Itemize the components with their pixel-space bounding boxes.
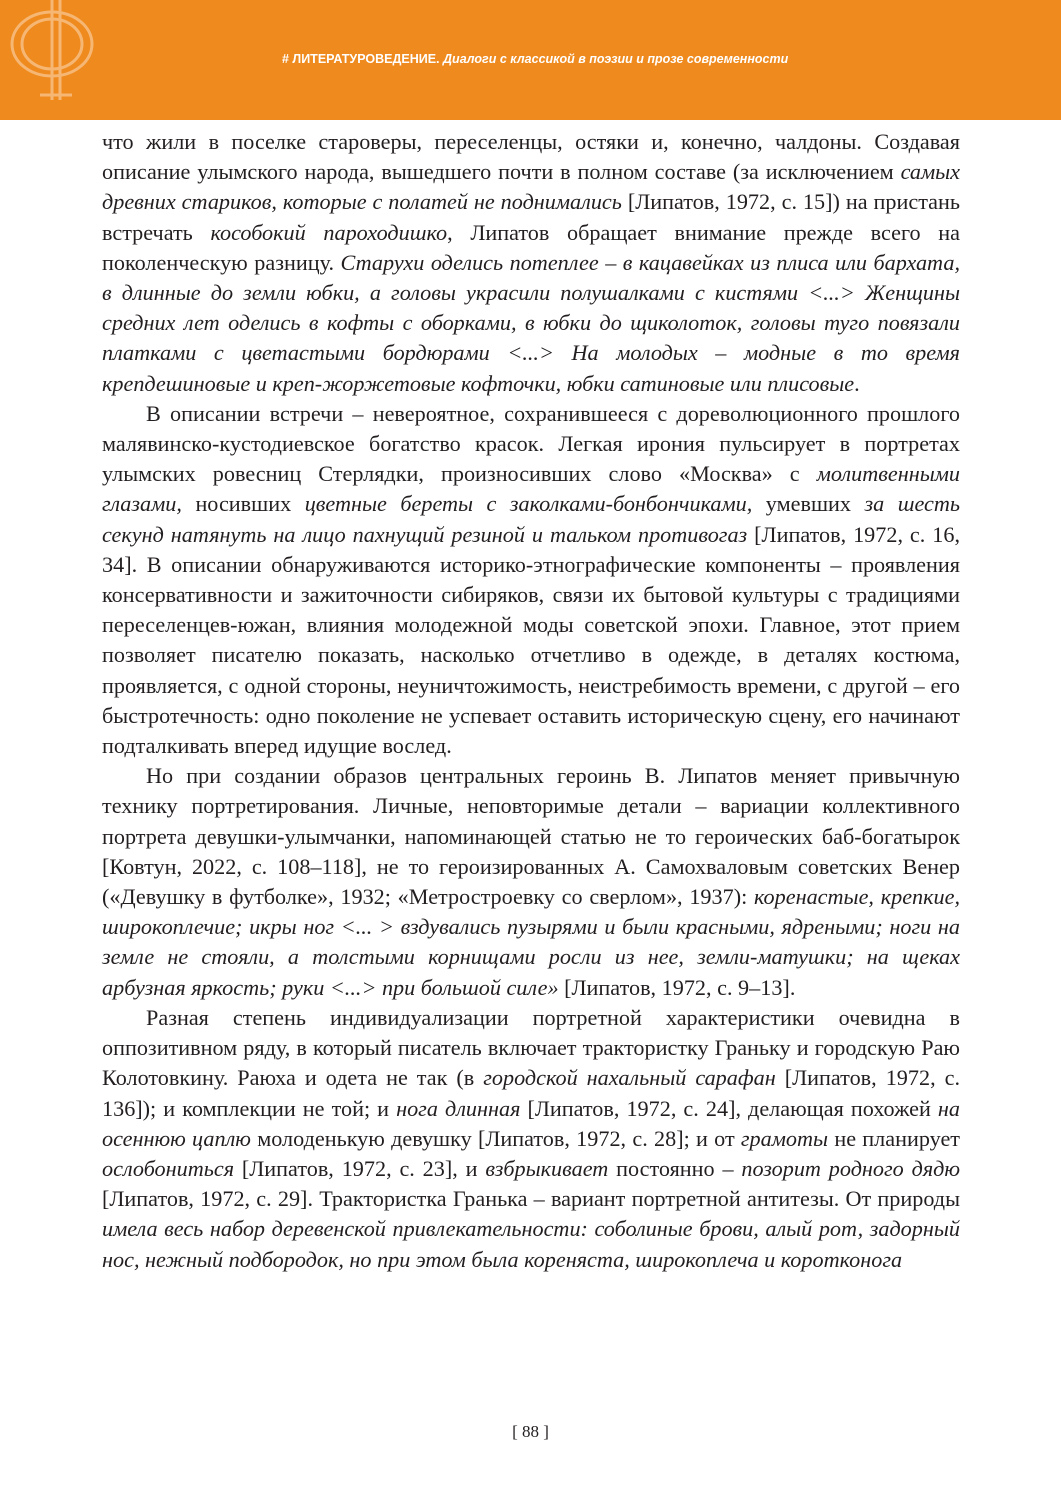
text-run: , Липатов обращает внимание прежде всего на поколенческую разницу. xyxy=(102,219,960,275)
section-subtitle: Диалоги с классикой в поэзии и прозе современности xyxy=(443,52,789,66)
paragraph xyxy=(102,761,960,1003)
journal-logo-icon xyxy=(0,0,110,100)
quote-italic: имела весь набор деревенской привлекательности: соболиные брови, алый рот, задорный нос, нежный подбородок, но при этом была кореняста, широкоплеча и коротконога xyxy=(102,1216,960,1272)
text-run: молоденькую девушку [Липатов, 1972, с. 28]; и от xyxy=(250,1125,741,1151)
text-run: умевших xyxy=(752,491,865,517)
text-run: [Липатов, 1972, с. 9–13]. xyxy=(558,974,796,1000)
text-run: Но при создании образов центральных героинь В. Липатов меняет привычную технику портретирования. Личные, неповторимые детали – вариации коллективного портрета девушки-улымчанки, напоминающей статью не то героических баб-богатырок [Ковтун, 2022, с. 108–118], не то героизированных А. Самохваловым советских Венер («Девушку в футболке», 1932; «Метростроевку со сверлом», 1937): xyxy=(102,763,960,910)
paragraph xyxy=(102,399,960,761)
page-number: [ 88 ] xyxy=(512,1422,549,1441)
text-run: [Липатов, 1972, с. 24], делающая похожей xyxy=(520,1095,938,1121)
quote-italic: кособокий пароходишко xyxy=(210,219,448,245)
quote-italic: взбрыкивает xyxy=(485,1155,609,1181)
article-body xyxy=(102,127,960,1275)
text-run: не планирует xyxy=(828,1125,960,1151)
quote-italic: нога длинная xyxy=(396,1095,521,1121)
section-prefix: # ЛИТЕРАТУРОВЕДЕНИЕ. xyxy=(282,52,440,66)
text-run: что жили в поселке староверы, переселенцы, остяки и, конечно, чалдоны. Создавая описание улымского народа, вышедшего почти в полном составе (за исключением xyxy=(102,129,960,185)
quote-italic: цветные береты с заколками-бонбончиками, xyxy=(304,491,753,517)
quote-italic: грамоты xyxy=(740,1125,829,1151)
text-run: носивших xyxy=(181,491,305,517)
text-run: [Липатов, 1972, с. 136]); и комплекции не той; и xyxy=(102,1065,961,1121)
text-run: [Липатов, 1972, с. 15]) на пристань встречать xyxy=(102,189,961,245)
running-header xyxy=(282,52,1042,66)
text-run: . xyxy=(854,370,860,396)
text-run: В описании встречи – невероятное, сохранившееся с дореволюционного прошлого малявинско-кустодиевское богатство красок. Легкая ирония пульсирует в портретах улымских ровесниц Стерлядки, произносивших слово «Москва» с xyxy=(102,400,960,487)
text-run: [Липатов, 1972, с. 16, 34]. В описании обнаруживаются историко-этнографические компоненты – проявления консервативности и зажиточности сибиряков, связи их бытовой культуры с традициями переселенцев-южан, влияния молодежной моды советской эпохи. Главное, этот прием позволяет писателю показать, насколько отчетливо в одежде, в деталях костюма, проявляется, с одной стороны, неуничтожимость, неистребимость времени, с другой – его быстротечность: одно поколение не успевает оставить историческую сцену, его начинают подталкивать вперед идущие вослед. xyxy=(102,521,960,759)
text-run: постоянно – xyxy=(608,1155,742,1181)
quote-italic: городской нахальный сарафан xyxy=(483,1065,776,1091)
quote-italic: коренастые, крепкие, широкоплечие; икры ног <... > вздувались пузырями и были красными, ядреными; ноги на земле не стояли, а толстыми корнищами росли из нее, земли-матушки; на щеках арбузная яркость; руки <...> при большой силе» xyxy=(102,884,960,1000)
header-bar xyxy=(0,0,1061,120)
text-run: [Липатов, 1972, с. 23], и xyxy=(234,1155,486,1181)
quote-italic: на осеннюю цаплю xyxy=(102,1095,960,1151)
quote-italic: за шесть секунд натянуть на лицо пахнущий резиной и тальком противогаз xyxy=(102,491,960,547)
paragraph xyxy=(102,127,960,399)
quote-italic: самых древних стариков, которые с полатей не поднимались xyxy=(102,159,960,215)
quote-italic: Старухи оделись потеплее – в кацавейках из плиса или бархата, в длинные до земли юбки, а головы украсили полушалками с кистями <...> Женщины средних лет оделись в кофты с оборками, в юбки до щиколоток, головы туго повязали платками с цветастыми бордюрами <...> На молодых – модные в то время крепдешиновые и креп-жоржетовые кофточки, юбки сатиновые или плисовые xyxy=(102,249,960,396)
quote-italic: молитвенными глазами, xyxy=(102,461,960,517)
quote-italic: ослобониться xyxy=(102,1155,235,1181)
quote-italic: позорит родного дядю xyxy=(741,1155,961,1181)
text-run: Разная степень индивидуализации портретной характеристики очевидна в оппозитивном ряду, в который писатель включает трактористку Граньку и городскую Раю Колотовкину. Раюха и одета не так (в xyxy=(102,1004,960,1091)
paragraph xyxy=(102,1003,960,1275)
text-run: [Липатов, 1972, с. 29]. Трактористка Гранька – вариант портретной антитезы. От природы xyxy=(102,1186,960,1212)
